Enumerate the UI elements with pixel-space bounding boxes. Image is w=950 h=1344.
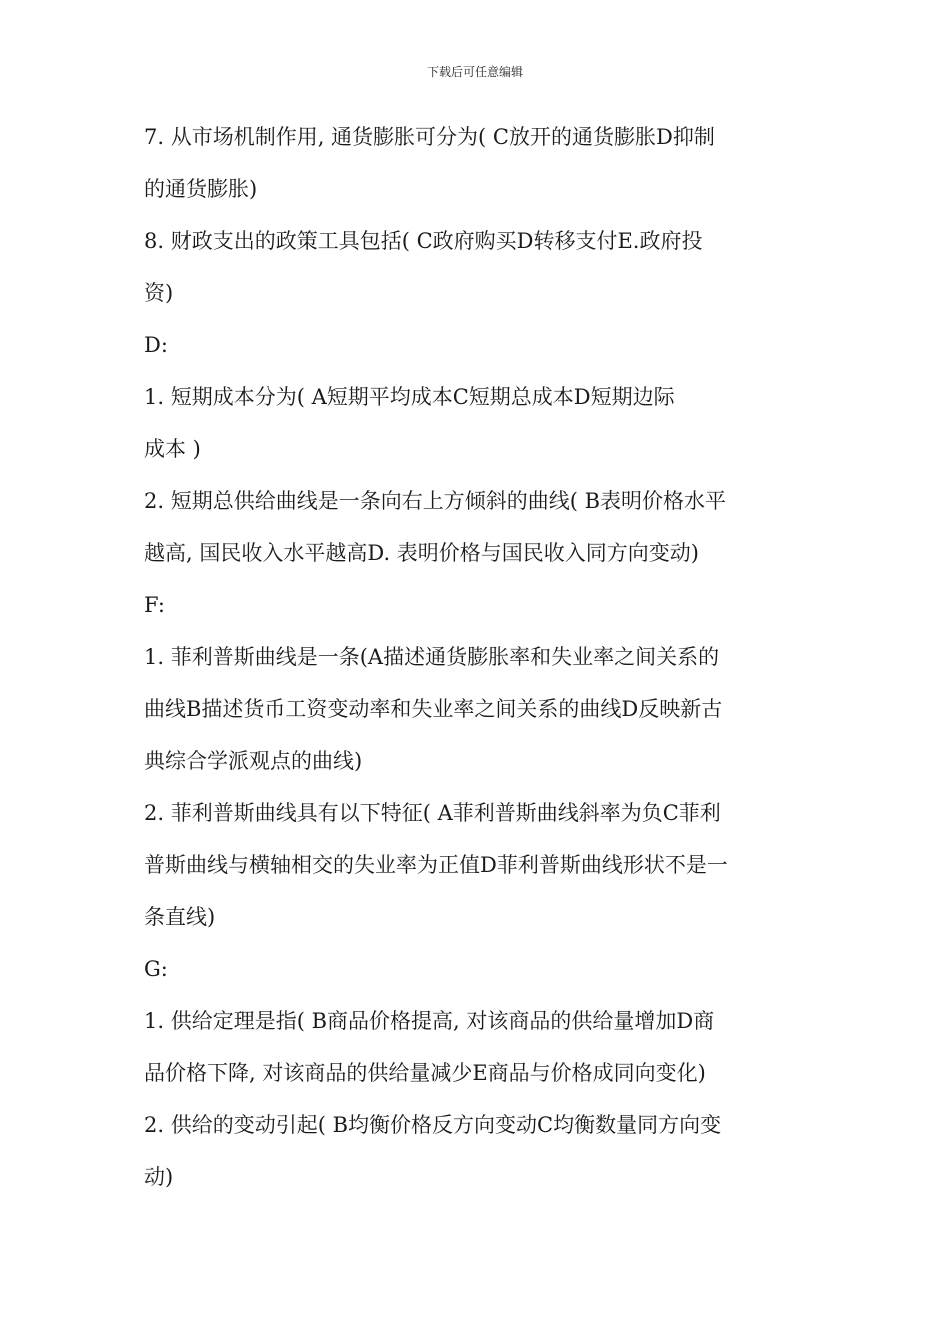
text-line: 典综合学派观点的曲线)	[144, 749, 363, 773]
text-line: 越高, 国民收入水平越高D. 表明价格与国民收入同方向变动)	[144, 541, 699, 565]
text-line: 2. 菲利普斯曲线具有以下特征( A菲利普斯曲线斜率为负C菲利	[144, 801, 721, 825]
text-line: 1. 短期成本分为( A短期平均成本C短期总成本D短期边际	[144, 385, 675, 409]
page-header-note: 下载后可任意编辑	[426, 65, 523, 79]
document-body	[144, 111, 809, 1203]
section-heading-g: G:	[144, 957, 168, 981]
text-line: 普斯曲线与横轴相交的失业率为正值D菲利普斯曲线形状不是一	[144, 853, 728, 877]
text-line: 条直线)	[144, 905, 216, 929]
section-heading-d: D:	[144, 333, 168, 357]
text-line: 资)	[144, 281, 174, 305]
text-line: 品价格下降, 对该商品的供给量减少E商品与价格成同向变化)	[144, 1061, 706, 1085]
section-heading-f: F:	[144, 593, 165, 617]
text-line: 2. 供给的变动引起( B均衡价格反方向变动C均衡数量同方向变	[144, 1113, 722, 1137]
text-line: 2. 短期总供给曲线是一条向右上方倾斜的曲线( B表明价格水平	[144, 489, 727, 513]
text-line: 1. 供给定理是指( B商品价格提高, 对该商品的供给量增加D商	[144, 1009, 715, 1033]
text-line: 8. 财政支出的政策工具包括( C政府购买D转移支付E.政府投	[144, 229, 703, 253]
text-line: 的通货膨胀)	[144, 177, 258, 201]
text-line: 1. 菲利普斯曲线是一条(A描述通货膨胀率和失业率之间关系的	[144, 645, 720, 669]
text-line: 曲线B描述货币工资变动率和失业率之间关系的曲线D反映新古	[144, 697, 723, 721]
text-line: 成本 )	[144, 437, 201, 461]
text-line: 动)	[144, 1165, 174, 1189]
text-line: 7. 从市场机制作用, 通货膨胀可分为( C放开的通货膨胀D抑制	[144, 125, 715, 149]
